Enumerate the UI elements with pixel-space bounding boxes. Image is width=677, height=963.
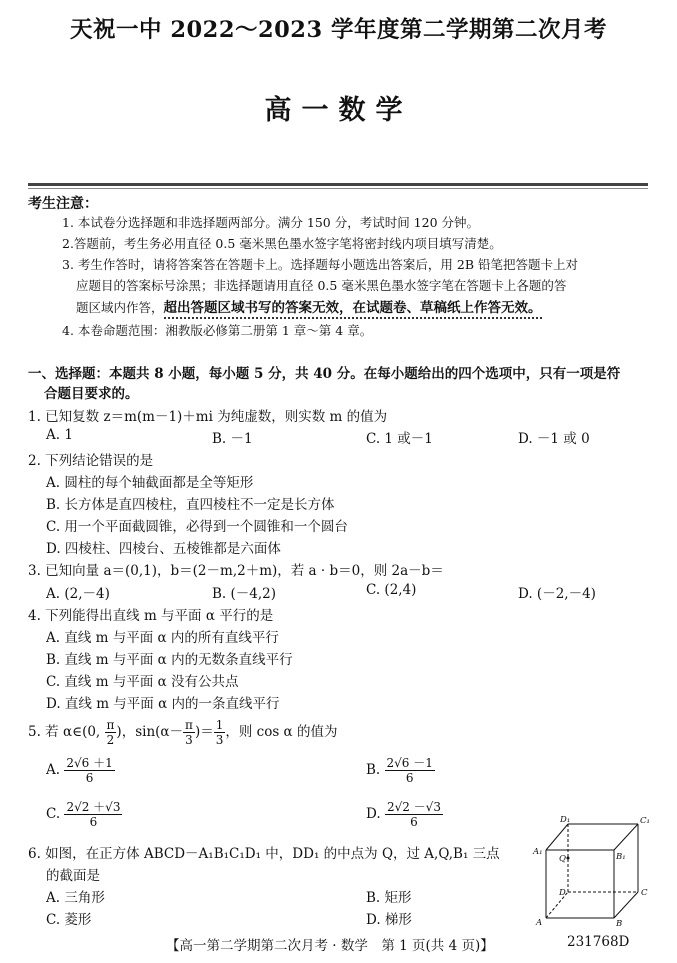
- question-3-option-a: A. (2,－4): [46, 586, 110, 602]
- notice-item-4: 4. 本卷命题范围：湘教版必修第二册第 1 章～第 4 章。: [62, 323, 373, 338]
- question-6-option-a: A. 三角形: [46, 890, 105, 906]
- edge-a1-d1: [546, 824, 568, 850]
- header-divider-thin: [28, 188, 648, 189]
- notice-item-1: 1. 本试卷分选择题和非选择题两部分。满分 150 分，考试时间 120 分钟。: [62, 215, 480, 230]
- question-3-option-b: B. (－4,2): [212, 586, 277, 602]
- notice-emphasis: 超出答题区域书写的答案无效，在试题卷、草稿纸上作答无效。: [164, 300, 542, 319]
- point-q: [567, 857, 570, 860]
- question-6-stem-line-2: 的截面是: [46, 868, 100, 884]
- label-c1: C₁: [640, 816, 650, 826]
- question-5-stem-prefix: 5. 若 α∈: [28, 724, 83, 740]
- question-6-option-b: B. 矩形: [366, 890, 412, 906]
- section-heading-line-1: 一、选择题：本题共 8 小题，每小题 5 分，共 40 分。在每小题给出的四个选项中，只有一项是符: [28, 366, 621, 382]
- question-2-stem: 2. 下列结论错误的是: [28, 453, 154, 469]
- question-5-stem-suffix: ，则 cos α 的值为: [225, 724, 338, 740]
- question-5-option-a: A. $\frac{2√6 +1}{6}$: [46, 756, 113, 785]
- question-5-two: 2: [106, 733, 115, 747]
- question-4-option-d: D. 直线 m 与平面 α 内的一条直线平行: [46, 696, 280, 712]
- question-5-rhs: $\frac{1}{3}$: [215, 718, 224, 747]
- label-b: B: [616, 919, 623, 929]
- question-2-option-b: B. 长方体是直四棱柱，直四棱柱不一定是长方体: [46, 497, 335, 513]
- edge-b-c: [614, 892, 638, 918]
- question-3-option-d: D. (－2,－4): [518, 586, 596, 602]
- cube-figure: [530, 812, 660, 930]
- question-5-one: 1: [215, 718, 224, 732]
- question-2-option-d: D. 四棱柱、四棱台、五棱锥都是六面体: [46, 541, 281, 557]
- question-3-stem: 3. 已知向量 a＝(0,1)，b＝(2－m,2＋m)，若 a · b＝0，则 2a－b＝: [28, 563, 444, 579]
- question-1-option-d: D. －1 或 0: [518, 431, 590, 447]
- exam-code: 231768D: [567, 934, 630, 950]
- question-4-option-b: B. 直线 m 与平面 α 内的无数条直线平行: [46, 652, 293, 668]
- question-1-option-c: C. 1 或－1: [366, 431, 433, 447]
- label-b1: B₁: [616, 852, 626, 862]
- question-5-pi: π: [106, 718, 115, 732]
- notice-item-2: 2.答题前，考生务必用直径 0.5 毫米黑色墨水签字笔将密封线内项目填写清楚。: [62, 236, 502, 251]
- subject-title: 高一数学: [264, 95, 413, 126]
- question-1-stem: 1. 已知复数 z＝m(m－1)＋mi 为纯虚数，则实数 m 的值为: [28, 409, 388, 425]
- question-1-option-a: A. 1: [46, 427, 73, 443]
- label-c: C: [641, 888, 648, 898]
- header-divider: [28, 183, 648, 186]
- section-heading-line-2: 合题目要求的。: [44, 386, 139, 402]
- question-5-sin: ，sin: [121, 724, 156, 740]
- label-d: D: [559, 888, 566, 898]
- label-a: A: [536, 918, 543, 928]
- question-2-option-a: A. 圆柱的每个轴截面都是全等矩形: [46, 475, 254, 491]
- question-4-stem: 4. 下列能得出直线 m 与平面 α 平行的是: [28, 608, 274, 624]
- question-6-stem-line-1: 6. 如图，在正方体 ABCD－A₁B₁C₁D₁ 中，DD₁ 的中点为 Q，过 A,Q,B₁ 三点: [28, 846, 500, 862]
- question-5-stem: 5. 若 α∈(0, $\frac{\pi}{2}$ )，sin(α－ $\frac{\pi}{3}$ )＝ $\frac{1}{3}$ ，则 cos α 的值为: [28, 718, 338, 747]
- notice-title: 考生注意：: [28, 196, 98, 212]
- question-5-arg: (α－ $\frac{\pi}{3}$ ): [155, 718, 201, 747]
- question-5-interval: (0, $\frac{\pi}{2}$ ): [82, 718, 122, 747]
- question-3-option-c: C. (2,4): [366, 582, 417, 598]
- notice-item-3-line-3: [76, 296, 542, 316]
- exam-title: 天祝一中 2022～2023 学年度第二学期第二次月考: [70, 17, 607, 43]
- page-footer: 【高一第二学期第二次月考 · 数学 第 1 页(共 4 页)】: [166, 938, 494, 954]
- question-4-option-a: A. 直线 m 与平面 α 内的所有直线平行: [46, 630, 279, 646]
- notice-item-3-line-3-plain: 题区域内作答，: [76, 300, 164, 315]
- question-2-option-c: C. 用一个平面截圆锥，必得到一个圆锥和一个圆台: [46, 519, 348, 535]
- question-6-option-c: C. 菱形: [46, 912, 92, 928]
- question-1-option-b: B. －1: [212, 431, 253, 447]
- question-5-option-b: B. $\frac{2√6 -1}{6}$: [366, 756, 433, 785]
- notice-item-3-line-1: 3. 考生作答时，请将答案答在答题卡上。选择题每小题选出答案后，用 2B 铅笔把答题卡上对: [62, 257, 578, 272]
- question-4-option-c: C. 直线 m 与平面 α 没有公共点: [46, 674, 239, 690]
- label-d1: D₁: [560, 815, 571, 825]
- label-a1: A₁: [533, 847, 543, 857]
- question-6-option-d: D. 梯形: [366, 912, 412, 928]
- question-5-option-c: C. $\frac{2√2 +√3}{6}$: [46, 800, 121, 829]
- notice-item-3-line-2: 应题目的答案标号涂黑；非选择题请用直径 0.5 毫米黑色墨水签字笔在答题卡上各题的答: [76, 278, 567, 293]
- question-5-three: 3: [185, 733, 193, 747]
- label-q: Q: [559, 854, 566, 864]
- question-5-option-d: D. $\frac{2√2 -√3}{6}$: [366, 800, 441, 829]
- edge-b1-c1: [614, 824, 638, 850]
